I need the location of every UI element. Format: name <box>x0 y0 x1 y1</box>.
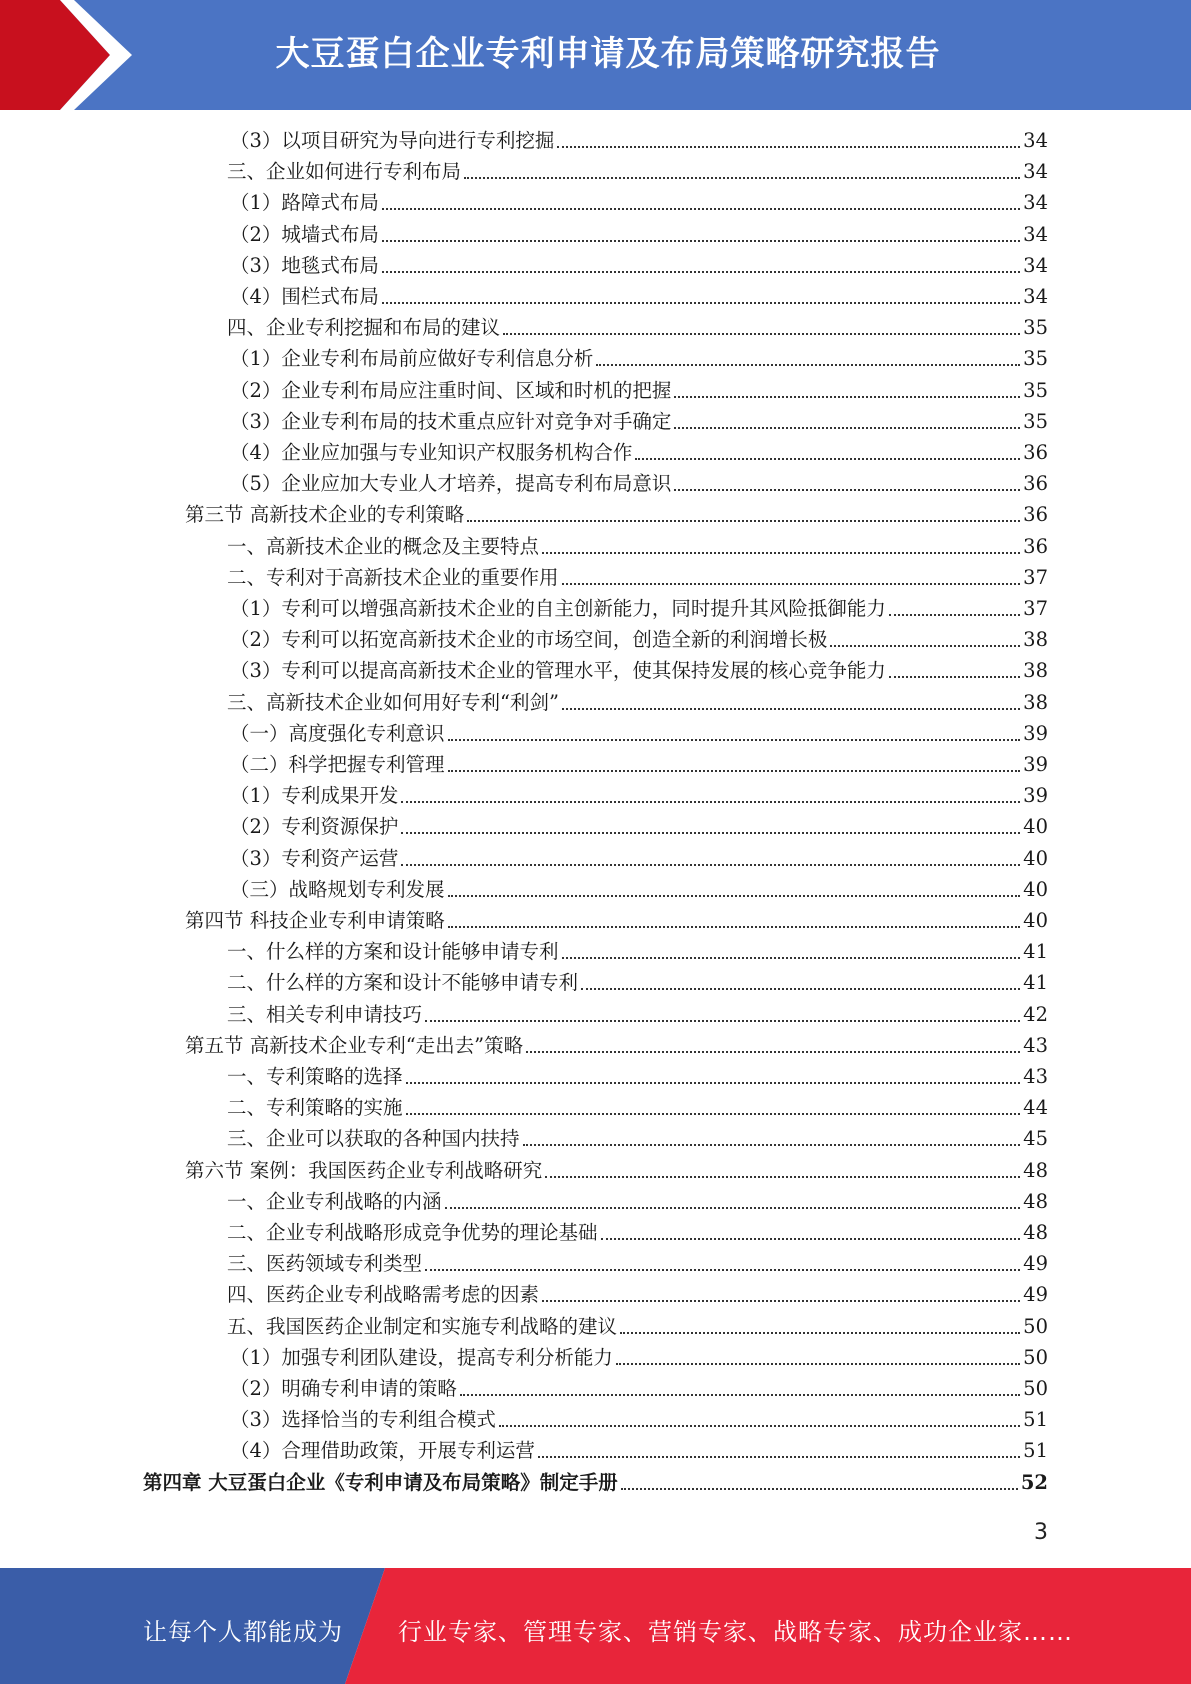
toc-entry[interactable] <box>230 596 1048 622</box>
toc-dot-leader <box>562 708 1020 710</box>
toc-entry-page: 34 <box>1023 191 1048 214</box>
toc-entry-page: 43 <box>1023 1065 1048 1088</box>
toc-dot-leader <box>467 520 1020 522</box>
toc-entry-page: 50 <box>1023 1315 1048 1338</box>
toc-dot-leader <box>406 1082 1021 1084</box>
toc-entry-page: 49 <box>1023 1252 1048 1275</box>
toc-entry-title: （2）专利可以拓宽高新技术企业的市场空间，创造全新的利润增长极 <box>230 628 828 651</box>
toc-dot-leader <box>460 1394 1020 1396</box>
toc-entry[interactable] <box>227 315 1048 341</box>
toc-entry-title: （1）企业专利布局前应做好专利信息分析 <box>230 347 594 370</box>
footer-slogan-left: 让每个人都能成为 <box>143 1618 343 1646</box>
toc-entry[interactable] <box>230 409 1048 435</box>
toc-entry-title: 一、高新技术企业的概念及主要特点 <box>227 535 540 558</box>
toc-entry-page: 51 <box>1023 1439 1048 1462</box>
toc-entry[interactable] <box>185 908 1048 934</box>
toc-entry-title: （2）专利资源保护 <box>230 815 399 838</box>
toc-entry-page: 44 <box>1023 1096 1048 1119</box>
toc-entry-title: 第六节 案例：我国医药企业专利战略研究 <box>185 1159 543 1182</box>
toc-dot-leader <box>601 1238 1021 1240</box>
toc-dot-leader <box>635 458 1020 460</box>
toc-dot-leader <box>889 614 1020 616</box>
toc-entry[interactable] <box>230 783 1048 809</box>
toc-dot-leader <box>448 895 1021 897</box>
toc-entry-title: 三、高新技术企业如何用好专利“利剑” <box>227 691 559 714</box>
toc-entry-title: 一、企业专利战略的内涵 <box>227 1190 442 1213</box>
toc-dot-leader <box>616 1363 1020 1365</box>
toc-entry-title: （4）围栏式布局 <box>230 285 379 308</box>
toc-entry[interactable] <box>230 658 1048 684</box>
toc-entry-title: （3）地毯式布局 <box>230 254 379 277</box>
toc-entry-page: 40 <box>1023 909 1048 932</box>
toc-entry-title: 二、企业专利战略形成竞争优势的理论基础 <box>227 1221 598 1244</box>
toc-dot-leader <box>448 770 1021 772</box>
toc-entry-title: （1）专利成果开发 <box>230 784 399 807</box>
toc-entry-page: 39 <box>1023 722 1048 745</box>
toc-dot-leader <box>425 1020 1020 1022</box>
toc-dot-leader <box>621 1488 1018 1490</box>
toc-entry-title: （5）企业应加大专业人才培养，提高专利布局意识 <box>230 472 672 495</box>
toc-dot-leader <box>830 645 1020 647</box>
toc-dot-leader <box>526 1051 1020 1053</box>
toc-entry[interactable] <box>230 190 1048 216</box>
toc-entry[interactable] <box>227 970 1048 996</box>
toc-entry[interactable] <box>230 752 1048 778</box>
toc-entry-title: （一）高度强化专利意识 <box>230 722 445 745</box>
toc-entry-title: （二）科学把握专利管理 <box>230 753 445 776</box>
toc-entry[interactable] <box>230 814 1048 840</box>
toc-dot-leader <box>596 364 1020 366</box>
toc-entry[interactable] <box>227 159 1048 185</box>
toc-entry-title: 三、企业如何进行专利布局 <box>227 160 462 183</box>
toc-dot-leader <box>545 1176 1020 1178</box>
toc-dot-leader <box>523 1144 1021 1146</box>
toc-entry[interactable] <box>185 1158 1048 1184</box>
toc-entry-page: 48 <box>1023 1190 1048 1213</box>
toc-entry[interactable] <box>227 1282 1048 1308</box>
toc-entry[interactable] <box>230 721 1048 747</box>
toc-entry-page: 38 <box>1023 659 1048 682</box>
page-header <box>0 0 1191 110</box>
toc-entry-page: 42 <box>1023 1003 1048 1026</box>
toc-entry[interactable] <box>227 1064 1048 1090</box>
toc-entry-title: 第四节 科技企业专利申请策略 <box>185 909 445 932</box>
toc-entry-title: 三、相关专利申请技巧 <box>227 1003 423 1026</box>
toc-entry-page: 39 <box>1023 753 1048 776</box>
toc-dot-leader <box>382 302 1020 304</box>
toc-entry-page: 38 <box>1023 628 1048 651</box>
toc-entry-title: （2）明确专利申请的策略 <box>230 1377 457 1400</box>
toc-dot-leader <box>542 1300 1020 1302</box>
toc-entry-page: 48 <box>1023 1159 1048 1182</box>
toc-dot-leader <box>401 801 1020 803</box>
toc-entry-page: 34 <box>1023 254 1048 277</box>
toc-entry-title: 二、什么样的方案和设计不能够申请专利 <box>227 971 579 994</box>
toc-entry-page: 43 <box>1023 1034 1048 1057</box>
toc-entry[interactable] <box>230 1345 1048 1371</box>
toc-entry-title: 二、专利策略的实施 <box>227 1096 403 1119</box>
toc-entry[interactable] <box>227 1220 1048 1246</box>
toc-entry-page: 37 <box>1023 566 1048 589</box>
toc-dot-leader <box>425 1269 1020 1271</box>
toc-entry-title: 第三节 高新技术企业的专利策略 <box>185 503 465 526</box>
toc-entry-title: （4）合理借助政策，开展专利运营 <box>230 1439 535 1462</box>
toc-dot-leader <box>448 739 1021 741</box>
toc-entry-page: 48 <box>1023 1221 1048 1244</box>
toc-entry[interactable] <box>230 877 1048 903</box>
toc-dot-leader <box>620 1332 1020 1334</box>
toc-dot-leader <box>382 240 1020 242</box>
toc-entry-page: 50 <box>1023 1346 1048 1369</box>
toc-entry-page: 41 <box>1023 971 1048 994</box>
toc-entry-page: 51 <box>1023 1408 1048 1431</box>
toc-entry-page: 35 <box>1023 410 1048 433</box>
toc-entry[interactable] <box>227 1095 1048 1121</box>
toc-entry[interactable] <box>227 1314 1048 1340</box>
toc-entry[interactable] <box>227 1251 1048 1277</box>
toc-dot-leader <box>401 832 1020 834</box>
toc-entry-title: （三）战略规划专利发展 <box>230 878 445 901</box>
toc-entry[interactable] <box>230 1438 1048 1464</box>
toc-entry-page: 34 <box>1023 285 1048 308</box>
toc-entry-page: 41 <box>1023 940 1048 963</box>
toc-entry[interactable] <box>230 471 1048 497</box>
toc-entry-title: （3）专利可以提高高新技术企业的管理水平，使其保持发展的核心竞争能力 <box>230 659 886 682</box>
toc-dot-leader <box>557 146 1020 148</box>
toc-entry[interactable] <box>230 1376 1048 1402</box>
document-title: 大豆蛋白企业专利申请及布局策略研究报告 <box>275 34 941 74</box>
toc-entry-page: 35 <box>1023 379 1048 402</box>
toc-entry[interactable] <box>230 1407 1048 1433</box>
toc-dot-leader <box>382 271 1020 273</box>
toc-entry-title: 五、我国医药企业制定和实施专利战略的建议 <box>227 1315 618 1338</box>
toc-entry[interactable] <box>227 565 1048 591</box>
toc-dot-leader <box>445 1207 1021 1209</box>
toc-entry-page: 40 <box>1023 847 1048 870</box>
toc-entry-title: （1）路障式布局 <box>230 191 379 214</box>
toc-entry-title: 第五节 高新技术企业专利“走出去”策略 <box>185 1034 524 1057</box>
toc-entry-page: 35 <box>1023 347 1048 370</box>
toc-entry[interactable] <box>227 1126 1048 1152</box>
toc-entry-page: 36 <box>1023 472 1048 495</box>
toc-entry[interactable] <box>230 253 1048 279</box>
toc-dot-leader <box>562 957 1021 959</box>
toc-entry[interactable] <box>227 1002 1048 1028</box>
toc-entry[interactable] <box>227 939 1048 965</box>
toc-dot-leader <box>581 988 1020 990</box>
toc-entry[interactable] <box>230 346 1048 372</box>
toc-entry-title: （3）以项目研究为导向进行专利挖掘 <box>230 129 555 152</box>
toc-entry-page: 35 <box>1023 316 1048 339</box>
toc-dot-leader <box>464 177 1020 179</box>
page-footer <box>0 1568 1191 1684</box>
toc-entry-page: 37 <box>1023 597 1048 620</box>
toc-entry-page: 34 <box>1023 129 1048 152</box>
toc-entry-page: 40 <box>1023 815 1048 838</box>
toc-dot-leader <box>542 552 1020 554</box>
toc-entry[interactable] <box>185 502 1048 528</box>
toc-dot-leader <box>674 427 1020 429</box>
toc-entry-page: 34 <box>1023 160 1048 183</box>
toc-dot-leader <box>503 333 1020 335</box>
toc-entry-title: 四、企业专利挖掘和布局的建议 <box>227 316 501 339</box>
toc-dot-leader <box>674 489 1020 491</box>
toc-entry-page: 40 <box>1023 878 1048 901</box>
toc-entry-page: 50 <box>1023 1377 1048 1400</box>
toc-entry[interactable] <box>227 1189 1048 1215</box>
toc-entry-title: 三、企业可以获取的各种国内扶持 <box>227 1127 520 1150</box>
toc-entry[interactable] <box>143 1470 1048 1496</box>
toc-entry[interactable] <box>230 440 1048 466</box>
toc-entry[interactable] <box>230 128 1048 154</box>
toc-entry-page: 45 <box>1023 1127 1048 1150</box>
toc-dot-leader <box>538 1456 1020 1458</box>
toc-entry-title: （1）专利可以增强高新技术企业的自主创新能力，同时提升其风险抵御能力 <box>230 597 886 620</box>
toc-entry-title: 一、专利策略的选择 <box>227 1065 403 1088</box>
toc-entry-title: 一、什么样的方案和设计能够申请专利 <box>227 940 559 963</box>
toc-entry-title: （3）选择恰当的专利组合模式 <box>230 1408 496 1431</box>
toc-entry-page: 36 <box>1023 503 1048 526</box>
toc-entry-title: （3）专利资产运营 <box>230 847 399 870</box>
toc-entry[interactable] <box>230 378 1048 404</box>
toc-entry-title: 第四章 大豆蛋白企业《专利申请及布局策略》制定手册 <box>143 1471 618 1494</box>
toc-dot-leader <box>499 1425 1020 1427</box>
toc-entry-title: （1）加强专利团队建设，提高专利分析能力 <box>230 1346 613 1369</box>
toc-entry-page: 49 <box>1023 1283 1048 1306</box>
toc-entry-page: 36 <box>1023 441 1048 464</box>
toc-entry-page: 38 <box>1023 691 1048 714</box>
toc-entry-title: （3）企业专利布局的技术重点应针对竞争对手确定 <box>230 410 672 433</box>
toc-entry-page: 34 <box>1023 223 1048 246</box>
toc-entry-title: 三、医药领域专利类型 <box>227 1252 423 1275</box>
toc-entry-page: 39 <box>1023 784 1048 807</box>
page-number: 3 <box>1034 1520 1048 1545</box>
toc-entry-title: （2）企业专利布局应注重时间、区域和时机的把握 <box>230 379 672 402</box>
toc-entry[interactable] <box>227 534 1048 560</box>
toc-entry[interactable] <box>230 627 1048 653</box>
toc-dot-leader <box>406 1113 1021 1115</box>
toc-entry-page: 52 <box>1020 1471 1048 1494</box>
toc-entry-title: （4）企业应加强与专业知识产权服务机构合作 <box>230 441 633 464</box>
toc-dot-leader <box>382 208 1020 210</box>
toc-dot-leader <box>674 396 1020 398</box>
toc-dot-leader <box>448 926 1020 928</box>
toc-entry[interactable] <box>185 1033 1048 1059</box>
toc-entry-title: 四、医药企业专利战略需考虑的因素 <box>227 1283 540 1306</box>
toc-entry[interactable] <box>227 690 1048 716</box>
toc-entry[interactable] <box>230 284 1048 310</box>
toc-entry[interactable] <box>230 846 1048 872</box>
toc-entry-title: （2）城墙式布局 <box>230 223 379 246</box>
toc-entry[interactable] <box>230 222 1048 248</box>
toc-dot-leader <box>889 676 1020 678</box>
toc-entry-page: 36 <box>1023 535 1048 558</box>
toc-dot-leader <box>401 864 1020 866</box>
toc-dot-leader <box>562 583 1021 585</box>
toc-entry-title: 二、专利对于高新技术企业的重要作用 <box>227 566 559 589</box>
footer-slogan-right: 行业专家、管理专家、营销专家、战略专家、成功企业家…… <box>398 1618 1073 1646</box>
